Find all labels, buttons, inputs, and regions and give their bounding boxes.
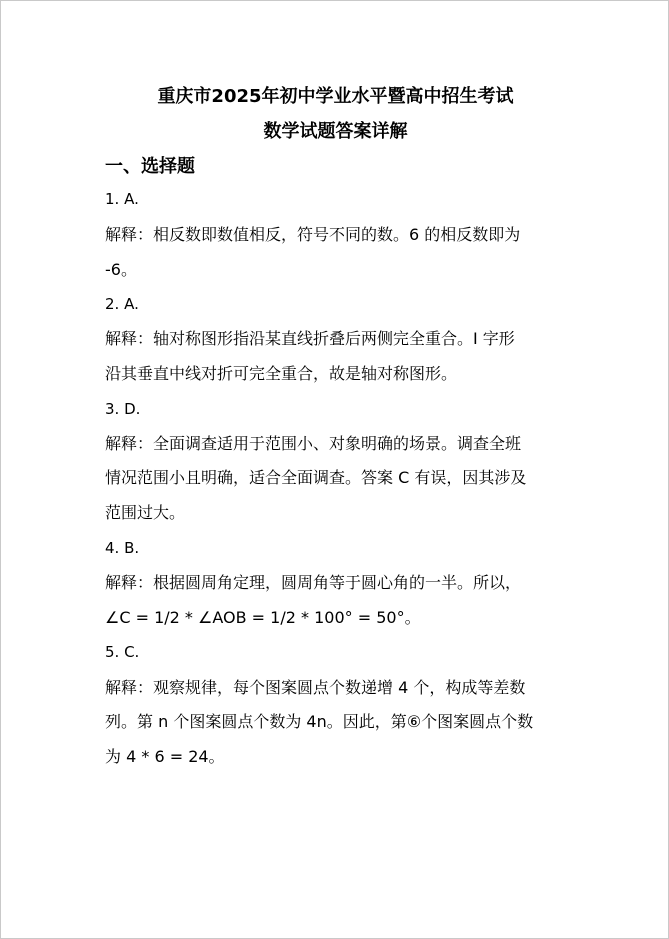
document-subtitle: 数学试题答案详解 — [263, 121, 408, 142]
question-5-answer: 5. C. — [105, 643, 140, 661]
question-4-answer: 4. B. — [105, 539, 140, 557]
question-4-explanation-line-2: ∠C = 1/2 * ∠AOB = 1/2 * 100° = 50°。 — [105, 608, 421, 627]
question-3-explanation-line-2: 情况范围小且明确，适合全面调查。答案 C 有误，因其涉及 — [105, 468, 527, 487]
question-3-explanation-line-1: 解释：全面调查适用于范围小、对象明确的场景。调查全班 — [105, 434, 522, 453]
question-3-explanation-line-3: 范围过大。 — [105, 503, 186, 522]
question-3-answer: 3. D. — [105, 400, 141, 418]
question-2-explanation-line-1: 解释：轴对称图形指沿某直线折叠后两侧完全重合。I 字形 — [105, 329, 515, 348]
question-2-answer: 2. A. — [105, 295, 139, 313]
question-5-explanation-line-2: 列。第 n 个图案圆点个数为 4n。因此，第⑥个图案圆点个数 — [105, 712, 534, 731]
question-4-explanation-line-1: 解释：根据圆周角定理，圆周角等于圆心角的一半。所以， — [105, 573, 522, 592]
question-1-answer: 1. A. — [105, 190, 139, 208]
question-5-explanation-line-1: 解释：观察规律，每个图案圆点个数递增 4 个，构成等差数 — [105, 678, 526, 697]
question-5-explanation-line-3: 为 4 * 6 = 24。 — [105, 747, 225, 766]
question-2-explanation-line-2: 沿其垂直中线对折可完全重合，故是轴对称图形。 — [105, 364, 458, 383]
section-heading: 一、选择题 — [105, 156, 195, 177]
question-1-explanation-line-2: -6。 — [105, 260, 137, 279]
document-title: 重庆市2025年初中学业水平暨高中招生考试 — [157, 86, 514, 107]
question-1-explanation-line-1: 解释：相反数即数值相反，符号不同的数。6 的相反数即为 — [105, 225, 521, 244]
